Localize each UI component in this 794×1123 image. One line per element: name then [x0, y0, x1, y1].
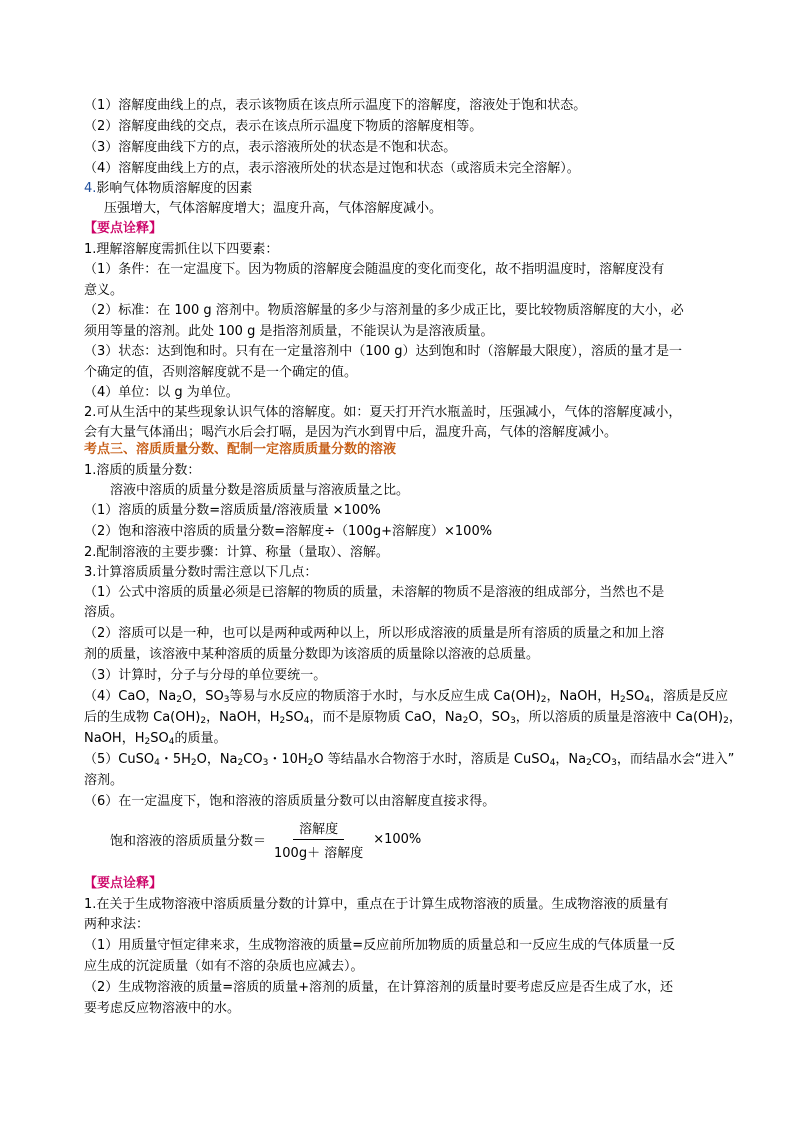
section-heading	[84, 180, 252, 198]
chem-text: SO	[150, 731, 169, 746]
chem-text: ・10H	[268, 752, 308, 767]
formula-tail: ×100%	[373, 832, 422, 847]
subscript: 4	[154, 758, 160, 768]
subscript: 3	[510, 716, 516, 726]
subscript: 3	[223, 695, 230, 705]
subscript: 2	[586, 758, 592, 768]
subscript: 4	[168, 737, 175, 747]
subscript: 2	[723, 716, 729, 726]
text-line: （3）状态：达到饱和时。只有在一定量溶剂中（100 g）达到饱和时（溶解最大限度），溶质的量才是一	[84, 344, 682, 359]
text-line: （2）溶解度曲线的交点，表示在该点所示温度下物质的溶解度相等。	[84, 119, 483, 134]
chem-text: ，溶质是反应	[649, 689, 728, 704]
subscript: 2	[279, 716, 286, 726]
text-line: 应生成的沉淀质量（如有不溶的杂质也应减去）。	[84, 959, 364, 974]
subscript: 2	[176, 695, 182, 705]
text-line: （1）溶解度曲线上的点，表示该物质在该点所示温度下的溶解度，溶液处于饱和状态。	[84, 98, 587, 113]
subscript: 2	[540, 695, 547, 705]
chem-text: CO	[243, 752, 263, 767]
text-line: （2）标准：在 100 g 溶剂中。物质溶解量的多少与溶剂量的多少成正比，要比较物质溶解度的大小，必	[84, 303, 684, 318]
chem-text: ，Na	[555, 752, 587, 767]
subscript: 4	[644, 695, 650, 705]
text-line: 意义。	[84, 283, 124, 298]
subscript: 4	[303, 716, 310, 726]
chem-text: SO	[285, 710, 304, 725]
chem-text: SO	[625, 689, 645, 704]
subscript: 2	[200, 716, 207, 726]
chem-text: CO	[591, 752, 612, 767]
text-line: （2）溶质可以是一种，也可以是两种或两种以上，所以形成溶液的质量是所有溶质的质量之和加上溶	[84, 626, 665, 641]
text-line: （1）溶质的质量分数=溶质质量/溶液质量 ×100%	[84, 503, 381, 518]
chem-line	[84, 688, 728, 706]
formula-numerator: 溶解度	[293, 818, 344, 840]
text-line: 2.配制溶液的主要步骤：计算、称量（量取）、溶解。	[84, 545, 389, 560]
subscript: 2	[237, 758, 244, 768]
text-line: （4）单位：以 g 为单位。	[84, 385, 239, 400]
chem-text: 等易与水反应的物质溶于水时，与水反应生成 Ca(OH)	[229, 689, 541, 704]
chem-text: 的质量。	[174, 731, 227, 746]
key-point-heading: 【要点诠释】	[84, 221, 163, 236]
subscript: 2	[307, 758, 314, 768]
text-line: 剂的质量，该溶液中某种溶质的质量分数即为该溶质的质量除以溶液的总质量。	[84, 647, 540, 662]
text-line: （2）生成物溶液的质量=溶质的质量+溶剂的质量，在计算溶剂的质量时要考虑反应是否生成了水，还	[84, 980, 674, 995]
text-line: 会有大量气体涌出；喝汽水后会打嗝，是因为汽水到胃中后，温度升高，气体的溶解度减小。	[84, 425, 618, 440]
text-line: 1.溶质的质量分数：	[84, 463, 201, 478]
text-line: （2）饱和溶液中溶质的质量分数=溶解度÷（100g+溶解度）×100%	[84, 524, 493, 539]
text-line: （1）条件：在一定温度下。因为物质的溶解度会随温度的变化而变化，故不指明温度时，溶解度没有	[84, 262, 665, 277]
chem-text: ，NaOH，H	[206, 710, 280, 725]
subscript: 2	[619, 695, 626, 705]
formula-fraction	[268, 818, 369, 861]
text-line: 1.在关于生成物溶液中溶质质量分数的计算中，重点在于计算生成物溶液的质量。生成物溶液的质量有	[84, 897, 669, 912]
key-point-heading: 【要点诠释】	[84, 876, 163, 891]
solubility-formula	[110, 818, 421, 861]
chem-text: ，	[728, 710, 742, 725]
text-line: 两种求法：	[84, 917, 150, 932]
chem-text: （5）CuSO	[84, 752, 155, 767]
chem-line	[84, 709, 742, 727]
text-line: 须用等量的溶剂。此处 100 g 是指溶剂质量，不能误认为是溶液质量。	[84, 324, 494, 339]
chem-text: NaOH，H	[84, 731, 145, 746]
heading-number: 4.	[84, 181, 97, 196]
text-line: 要考虑反应物溶液中的水。	[84, 1001, 241, 1016]
formula-lhs: 饱和溶液的溶质质量分数＝	[110, 834, 267, 849]
text-line: （1）公式中溶质的质量必须是已溶解的物质的质量，未溶解的物质不是溶液的组成部分，当然也不是	[84, 585, 665, 600]
chem-text: ，而结晶水会“进入”	[616, 752, 735, 767]
heading-text: 影响气体物质溶解度的因素	[96, 181, 253, 196]
text-line: （3）计算时，分子与分母的单位要统一。	[84, 668, 327, 683]
subscript: 3	[262, 758, 269, 768]
text-line: 溶剂。	[84, 773, 124, 788]
chem-text: O，Na	[196, 752, 238, 767]
text-line: （3）溶解度曲线下方的点，表示溶液所处的状态是不饱和状态。	[84, 140, 457, 155]
text-line: （1）用质量守恒定律来求，生成物溶液的质量=反应前所加物质的质量总和一反应生成的气体质量一反	[84, 938, 676, 953]
subscript: 2	[144, 737, 151, 747]
text-line: 个确定的值，否则溶解度就不是一个确定的值。	[84, 365, 358, 380]
formula-denominator: 100g＋ 溶解度	[274, 846, 364, 861]
text-line: （6）在一定温度下，饱和溶液的溶质质量分数可以由溶解度直接求得。	[84, 794, 496, 809]
chem-line	[84, 751, 734, 769]
chem-line	[84, 730, 226, 748]
text-line: 1.理解溶解度需抓住以下四要素：	[84, 242, 279, 257]
chem-text: （4）CaO，Na	[84, 689, 177, 704]
text-line: 2.可从生活中的某些现象认识气体的溶解度。如：夏天打开汽水瓶盖时，压强减小，气体的溶解度减小，	[84, 405, 682, 420]
chem-text: O，SO	[181, 689, 224, 704]
chem-text: ・5H	[159, 752, 191, 767]
text-line: 溶质。	[84, 605, 124, 620]
chem-text: O，SO	[468, 710, 511, 725]
section-title: 考点三、溶质质量分数、配制一定溶质质量分数的溶液	[84, 442, 397, 457]
chem-text: ，NaOH，H	[546, 689, 620, 704]
subscript: 4	[549, 758, 556, 768]
text-line: 溶液中溶质的质量分数是溶质质量与溶液质量之比。	[110, 483, 410, 498]
chem-text: 后的生成物 Ca(OH)	[84, 710, 201, 725]
text-line: （4）溶解度曲线上方的点，表示溶液所处的状态是过饱和状态（或溶质未完全溶解）。	[84, 161, 580, 176]
text-line: 压强增大，气体溶解度增大；温度升高，气体溶解度减小。	[104, 201, 443, 216]
chem-text: ，所以溶质的质量是溶液中 Ca(OH)	[515, 710, 724, 725]
text-line: 3.计算溶质质量分数时需注意以下几点：	[84, 565, 318, 580]
chem-text: ，而不是原物质 CaO，Na	[309, 710, 463, 725]
subscript: 3	[611, 758, 617, 768]
chem-text: O 等结晶水合物溶于水时，溶质是 CuSO	[313, 752, 550, 767]
subscript: 2	[462, 716, 469, 726]
subscript: 2	[190, 758, 197, 768]
